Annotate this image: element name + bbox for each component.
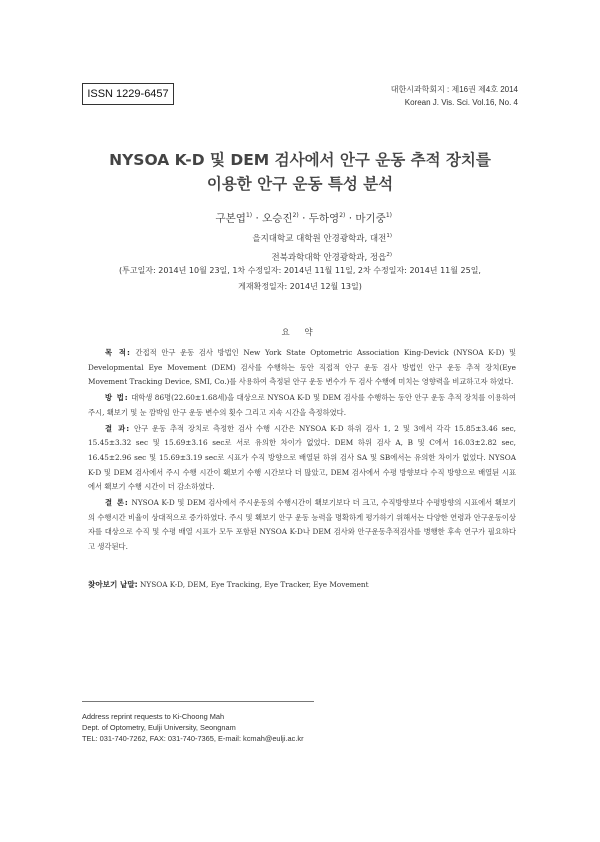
abstract-purpose	[88, 346, 516, 390]
author-separator: ·	[345, 212, 356, 225]
footnote-divider	[82, 701, 314, 702]
abstract-purpose-text: 간접적 안구 운동 검사 방법인 New York State Optometric Association King-Devick (NYSOA K-D) 및 Developmental Eye Movement (DEM) 검사를 수행하는 동안 직접적 안구 운동 검사 방법인 안구 운동 추적 장치(Eye Movement Tracking Device, SMI, Co.)를 사용하여 측정된 안구 운동 변수가 두 검사 수행에 미치는 영향력을 비교하고자 하였다.	[88, 348, 517, 387]
paper-title	[60, 148, 540, 196]
author-name: 오승진	[262, 212, 293, 225]
author-affiliation-mark: 2)	[339, 212, 346, 219]
abstract-methods-label: 방 법:	[105, 393, 129, 403]
abstract-results	[88, 422, 516, 496]
author-separator: ·	[298, 212, 309, 225]
journal-title-korean: 대한시과학회지 : 제16권 제4호 2014	[390, 85, 518, 94]
author-affiliation-mark: 1)	[385, 212, 392, 219]
abstract-heading: 요 약	[281, 328, 319, 338]
affiliations	[252, 228, 392, 266]
affiliation-text: 전북과학대학 안경광학과, 정읍	[271, 252, 387, 263]
paper-title-line-2: 이용한 안구 운동 특성 분석	[206, 175, 394, 193]
abstract-methods-text: 대학생 86명(22.60±1.68세)을 대상으로 NYSOA K-D 및 DEM 검사를 수행하는 동안 안구 운동 추적 장치를 이용하여 주시, 홱보기 및 눈 깜박임 안구 운동 변수의 횟수 그리고 지속 시간을 측정하였다.	[88, 393, 516, 417]
author-name: 마기중	[355, 212, 386, 225]
keywords-label: 찾아보기 낱말:	[88, 580, 138, 589]
author-list	[216, 208, 392, 227]
abstract-conclusion-label: 결 론:	[105, 498, 129, 508]
footnote-line-3: TEL: 031-740-7262, FAX: 031-740-7365, E-mail: kcmah@eulji.ac.kr	[82, 734, 304, 744]
submission-dates-line-1: (투고일자: 2014년 10월 23일, 1차 수정일자: 2014년 11월 11일, 2차 수정일자: 2014년 11월 25일,	[119, 266, 481, 275]
keywords-text: NYSOA K-D, DEM, Eye Tracking, Eye Tracker, Eye Movement	[137, 580, 369, 589]
submission-dates-line-2: 게재확정일자: 2014년 12월 13일)	[238, 282, 362, 291]
affiliation-mark: 2)	[386, 251, 392, 258]
author-separator: ·	[252, 212, 263, 225]
footnote-line-1: Address reprint requests to Ki-Choong Mah	[82, 712, 225, 721]
affiliation-mark: 1)	[386, 233, 392, 239]
author-name: 두하영	[308, 212, 340, 225]
correspondence-footnote	[82, 711, 304, 745]
footnote-line-2: Dept. of Optometry, Eulji University, Seongnam	[82, 723, 236, 733]
abstract-results-text: 안구 운동 추적 장치로 측정한 검사 수행 시간은 NYSOA K-D 하위 검사 1, 2 및 3에서 각각 15.85±3.46 sec, 15.45±3.32 sec 및 15.69±3.16 sec로 서로 유의한 차이가 없었다. DEM 하위 검사 A, B 및 C에서 16.03±2.82 sec, 16.45±2.96 sec 및 15.69±3.19 sec로 시표가 수직 방향으로 배열된 하위 검사 SA 및 SB에서는 유의한 차이가 없었다. NYSOA K-D 및 DEM 검사에서 주시 수행 시간이 홱보기 수행 시간보다 더 많았고, DEM 검사에서 수평 방향보다 수직 방향으로 배열된 시표에서 홱보기 수행 시간이 더 감소하였다.	[88, 423, 516, 492]
submission-dates	[60, 263, 540, 295]
abstract-conclusion-text: NYSOA K-D 및 DEM 검사에서 주시운동의 수행시간이 홱보기보다 더 크고, 수직방향보다 수평방향의 시표에서 홱보기의 수행시간 비율이 상대적으로 증가하였다. 주시 및 홱보기 안구 운동 능력을 명확하게 평가하기 위해서는 다양한 연령과 안구운동이상자를 대상으로 수직 및 수평 배열 시표가 모두 포함된 NYSOA K-D나 DEM 검사와 안구운동추적검사를 병행한 후속 연구가 필요하다고 생각된다.	[88, 498, 516, 552]
author-affiliation-mark: 2)	[292, 212, 299, 219]
abstract-conclusion	[88, 496, 516, 555]
issn-box: ISSN 1229-6457	[82, 83, 174, 105]
paper-title-line-1: NYSOA K-D 및 DEM 검사에서 안구 운동 추적 장치를	[109, 151, 491, 169]
keywords	[88, 578, 528, 592]
author-affiliation-mark: 1)	[245, 212, 253, 219]
author-name: 구본엽	[215, 212, 246, 225]
abstract-body	[88, 346, 516, 555]
abstract-results-label: 결 과:	[105, 423, 131, 433]
abstract-methods	[88, 391, 516, 420]
journal-info	[391, 83, 518, 109]
journal-title-english: Korean J. Vis. Sci. Vol.16, No. 4	[404, 98, 518, 107]
affiliation-1	[252, 228, 392, 247]
abstract-purpose-label: 목 적:	[105, 348, 131, 357]
affiliation-text: 을지대학교 대학원 안경광학과, 대전	[252, 233, 387, 244]
